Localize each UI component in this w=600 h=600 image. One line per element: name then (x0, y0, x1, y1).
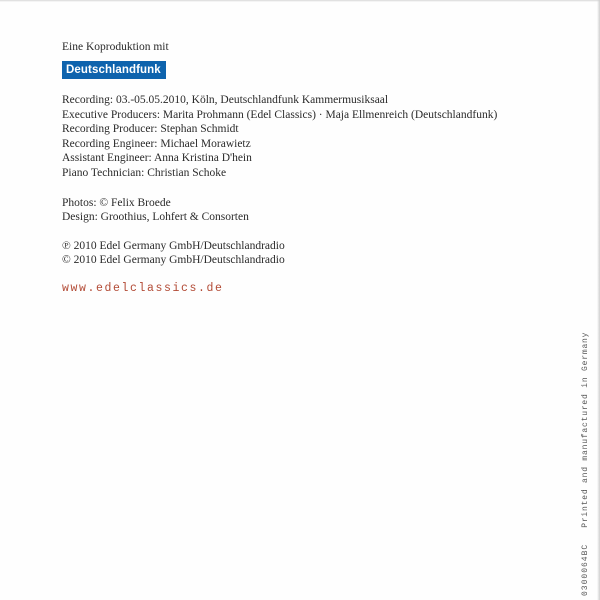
side-imprint (572, 331, 600, 600)
credit-recording-producer: Recording Producer: Stephan Schmidt (62, 123, 239, 136)
website-link[interactable]: www.edelclassics.de (62, 281, 224, 295)
deutschlandfunk-logo: Deutschlandfunk (62, 61, 166, 79)
printed-note: Printed and manufactured in Germany (581, 331, 590, 528)
coproduction-label: Eine Koproduktion mit (62, 41, 169, 53)
page-edge-top (0, 0, 600, 2)
credit-recording-engineer: Recording Engineer: Michael Morawietz (62, 137, 251, 150)
credit-design: Design: Groothius, Lohfert & Consorten (62, 211, 249, 224)
credit-photos: Photos: © Felix Broede (62, 196, 171, 209)
catalog-code: 0300064BC (581, 543, 590, 596)
copyright-notices (62, 239, 562, 268)
design-credits (62, 196, 562, 225)
credit-piano-technician: Piano Technician: Christian Schoke (62, 166, 227, 179)
production-credits (62, 93, 562, 181)
credits-block (62, 40, 562, 295)
credit-assistant-engineer: Assistant Engineer: Anna Kristina D'hein (62, 152, 252, 165)
phonographic-copyright: ℗ 2010 Edel Germany GmbH/Deutschlandradio (62, 239, 285, 252)
credit-recording: Recording: 03.-05.05.2010, Köln, Deutschlandfunk Kammermusiksaal (62, 94, 389, 106)
copyright: © 2010 Edel Germany GmbH/Deutschlandradio (62, 254, 285, 267)
side-imprint-text (581, 332, 590, 596)
credit-executive-producers: Executive Producers: Marita Prohmann (Edel Classics) · Maja Ellmenreich (Deutschlandfunk) (62, 108, 498, 121)
